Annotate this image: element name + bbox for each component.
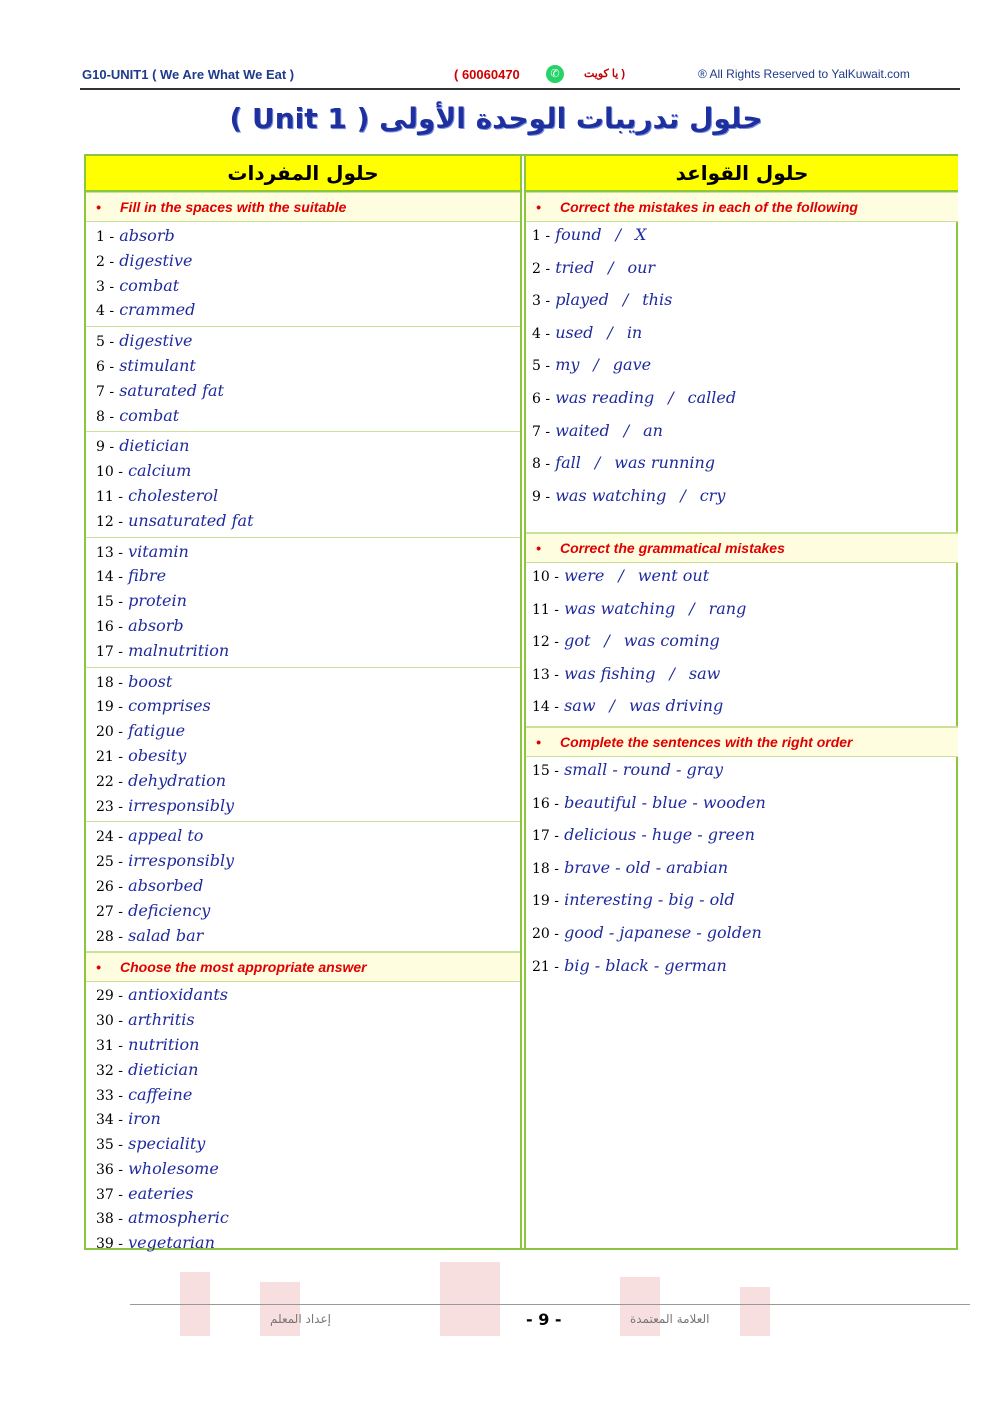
vocabulary-heading: حلول المفردات xyxy=(86,156,520,192)
answer-text: iron xyxy=(128,1109,161,1129)
answer-item xyxy=(86,224,520,249)
item-number: 22 - xyxy=(96,773,123,790)
answer-text: interesting - big - old xyxy=(564,890,735,910)
answer-text: tried xyxy=(555,257,595,277)
item-number: 21 - xyxy=(532,958,559,975)
item-number: 29 - xyxy=(96,988,123,1005)
answer-item xyxy=(86,614,520,639)
header-phone: ( 60060470 xyxy=(454,67,520,82)
answer-item xyxy=(86,849,520,874)
item-number: 33 - xyxy=(96,1087,123,1104)
item-number: 32 - xyxy=(96,1062,123,1079)
item-number: 28 - xyxy=(96,928,123,945)
item-number: 11 - xyxy=(532,601,559,618)
bullet-icon: • xyxy=(536,734,541,750)
answer-item: 7 - waited / an xyxy=(532,420,663,440)
answer-text: absorb xyxy=(128,615,184,635)
header-brand: يا كويت ) xyxy=(584,68,625,80)
item-number: 15 - xyxy=(532,763,559,779)
item-number: 31 - xyxy=(96,1037,123,1054)
item-number: 34 - xyxy=(96,1112,123,1129)
vocabulary-groups xyxy=(86,222,520,952)
answer-item xyxy=(526,822,958,855)
item-number: 15 - xyxy=(96,594,123,611)
answer-text: got xyxy=(564,631,591,651)
answer-item: 9 - was watching / cry xyxy=(532,485,726,505)
answer-text: appeal to xyxy=(128,826,204,846)
answer-text: big - black - german xyxy=(564,955,727,975)
item-number: 12 - xyxy=(532,634,559,651)
answer-item xyxy=(86,354,520,379)
item-number: 8 - xyxy=(532,456,551,473)
answer-text: caffeine xyxy=(128,1084,193,1104)
answer-text: digestive xyxy=(119,250,193,270)
answer-item xyxy=(526,790,958,823)
answer-item xyxy=(86,298,520,323)
section-heading-text: Complete the sentences with the right order xyxy=(560,734,853,750)
item-number: 2 - xyxy=(532,260,551,277)
item-number: 14 - xyxy=(96,569,123,586)
item-number: 7 - xyxy=(532,423,551,440)
item-number: 4 - xyxy=(532,325,551,342)
grammatical-mistakes-list xyxy=(526,563,958,727)
item-number: 6 - xyxy=(532,390,551,407)
answer-item xyxy=(86,379,520,404)
answer-item: 1 - found / X xyxy=(532,225,647,244)
answer-text: vegetarian xyxy=(128,1233,215,1253)
answer-item xyxy=(86,434,520,459)
section-heading xyxy=(526,192,958,222)
item-number: 20 - xyxy=(96,724,123,741)
answer-text: dietician xyxy=(128,1059,199,1079)
answer-text: cry xyxy=(699,485,726,505)
answer-text: used xyxy=(555,322,594,342)
answer-item xyxy=(86,249,520,274)
answer-item xyxy=(86,509,520,534)
answer-item xyxy=(86,564,520,589)
answer-text: eateries xyxy=(128,1183,194,1203)
choose-answers-list xyxy=(86,982,520,1256)
answer-text: played xyxy=(555,290,609,310)
answer-item xyxy=(86,769,520,794)
correct-mistakes-list xyxy=(526,222,958,533)
answer-text: salad bar xyxy=(128,925,204,945)
answers-table xyxy=(84,154,958,1253)
answer-item xyxy=(86,1107,520,1132)
answer-text: saw xyxy=(688,663,721,683)
item-number: 10 - xyxy=(532,569,559,585)
answer-text: combat xyxy=(119,405,180,425)
item-number: 11 - xyxy=(96,488,123,505)
answer-item xyxy=(526,887,958,920)
answer-item xyxy=(86,694,520,719)
answer-item xyxy=(86,1132,520,1157)
answer-item: 3 - played / this xyxy=(532,290,673,310)
section-heading xyxy=(526,533,958,563)
item-number: 16 - xyxy=(96,618,123,635)
answer-group xyxy=(86,668,520,823)
answer-text: delicious - huge - green xyxy=(564,825,755,845)
answer-item xyxy=(86,1083,520,1108)
section-heading-text: Fill in the spaces with the suitable xyxy=(120,199,347,215)
answer-text: nutrition xyxy=(128,1034,200,1054)
whatsapp-icon: ✆ xyxy=(546,65,564,83)
item-number: 10 - xyxy=(96,464,123,481)
answer-item xyxy=(86,1058,520,1083)
answer-text: atmospheric xyxy=(128,1208,229,1228)
page-title: حلول تدريبات الوحدة الأولى ( Unit 1 ) xyxy=(229,102,763,135)
answer-text: boost xyxy=(128,671,173,691)
answer-text: was driving xyxy=(628,696,724,716)
answer-text: small - round - gray xyxy=(564,760,724,779)
item-number: 17 - xyxy=(532,828,559,845)
item-number: 19 - xyxy=(532,893,559,910)
bullet-icon: • xyxy=(536,540,541,556)
answer-text: was reading xyxy=(555,387,655,407)
item-number: 12 - xyxy=(96,513,123,530)
answer-item: 14 - saw / was driving xyxy=(532,696,724,716)
answer-text: deficiency xyxy=(128,900,211,920)
item-number: 38 - xyxy=(96,1211,123,1228)
answer-text: crammed xyxy=(119,300,196,320)
item-number: 20 - xyxy=(532,925,559,942)
item-number: 5 - xyxy=(532,358,551,375)
answer-item xyxy=(86,924,520,949)
answer-group xyxy=(86,822,520,952)
answer-item xyxy=(86,1033,520,1058)
answer-text: arthritis xyxy=(128,1010,195,1030)
item-number: 17 - xyxy=(96,643,123,660)
answer-text: irresponsibly xyxy=(128,795,235,815)
item-number: 6 - xyxy=(96,358,115,375)
right-order-list xyxy=(526,757,958,985)
answer-item: 13 - was fishing / saw xyxy=(532,663,721,683)
answer-text: calcium xyxy=(128,461,192,481)
item-number: 19 - xyxy=(96,699,123,716)
answer-item: 5 - my / gave xyxy=(532,355,652,375)
answer-item xyxy=(526,855,958,888)
header-unit-title: G10-UNIT1 ( We Are What We Eat ) xyxy=(82,67,295,82)
answer-item xyxy=(86,824,520,849)
answer-text: vitamin xyxy=(128,541,189,561)
item-number: 16 - xyxy=(532,795,559,812)
answer-text: was fishing xyxy=(564,663,656,683)
item-number: 18 - xyxy=(532,860,559,877)
bullet-icon: • xyxy=(96,959,101,976)
answer-text: stimulant xyxy=(119,355,196,375)
answer-text: an xyxy=(643,420,663,440)
item-number: 36 - xyxy=(96,1161,123,1178)
footer-left-text: إعداد المعلم xyxy=(270,1312,331,1326)
answer-text: X xyxy=(634,225,647,244)
answer-item xyxy=(86,983,520,1008)
answer-item xyxy=(86,589,520,614)
answer-text: saw xyxy=(564,696,596,716)
answer-text: absorbed xyxy=(128,875,204,895)
item-number: 13 - xyxy=(532,666,559,683)
answer-item: 6 - was reading / called xyxy=(532,387,737,407)
answer-text: dehydration xyxy=(128,770,227,790)
answer-group xyxy=(86,432,520,537)
section-heading-text: Correct the grammatical mistakes xyxy=(560,540,785,556)
item-number: 23 - xyxy=(96,798,123,815)
answer-item: 12 - got / was coming xyxy=(532,631,720,651)
answer-text: speciality xyxy=(128,1134,206,1154)
answer-text: my xyxy=(555,355,580,375)
answer-text: antioxidants xyxy=(128,985,228,1005)
section-heading-text: Choose the most appropriate answer xyxy=(120,959,367,976)
answer-text: beautiful - blue - wooden xyxy=(564,792,766,812)
answer-item: 2 - tried / our xyxy=(532,257,656,277)
grammar-heading: حلول القواعد xyxy=(526,156,958,192)
item-number: 21 - xyxy=(96,748,123,765)
answer-item xyxy=(86,404,520,429)
answer-text: found xyxy=(555,225,602,244)
answer-text: good - japanese - golden xyxy=(564,922,762,942)
answer-item xyxy=(86,274,520,299)
answer-item xyxy=(526,757,958,790)
item-number: 26 - xyxy=(96,878,123,895)
section-heading xyxy=(86,952,520,982)
bullet-icon: • xyxy=(536,199,541,215)
answer-text: dietician xyxy=(119,436,190,456)
answer-text: gave xyxy=(612,355,652,375)
answer-item xyxy=(86,1182,520,1207)
answer-item xyxy=(86,329,520,354)
item-number: 2 - xyxy=(96,253,115,270)
item-number: 7 - xyxy=(96,383,115,400)
answer-item xyxy=(86,639,520,664)
answer-group xyxy=(86,538,520,668)
answer-item xyxy=(86,794,520,819)
item-number: 8 - xyxy=(96,408,115,425)
answer-text: in xyxy=(626,322,643,342)
item-number: 39 - xyxy=(96,1236,123,1253)
item-number: 9 - xyxy=(96,439,115,456)
answer-item: 8 - fall / was running xyxy=(532,453,716,473)
answer-group xyxy=(86,327,520,432)
item-number: 18 - xyxy=(96,674,123,691)
section-heading-text: Correct the mistakes in each of the following xyxy=(560,199,858,215)
section-heading xyxy=(526,727,958,757)
answer-item xyxy=(86,540,520,565)
grammar-column xyxy=(524,156,958,1248)
answer-text: brave - old - arabian xyxy=(564,857,729,877)
answer-text: wholesome xyxy=(128,1158,219,1178)
answer-text: fatigue xyxy=(128,721,186,741)
answer-item xyxy=(86,719,520,744)
item-number: 30 - xyxy=(96,1013,123,1030)
answer-text: malnutrition xyxy=(128,640,230,660)
answer-text: saturated fat xyxy=(119,380,224,400)
footer-right-text: العلامة المعتمدة xyxy=(630,1312,710,1326)
item-number: 1 - xyxy=(96,229,115,245)
answer-text: absorb xyxy=(119,226,175,245)
item-number: 9 - xyxy=(532,488,551,505)
answer-item xyxy=(526,920,958,953)
answer-text: our xyxy=(627,257,656,277)
answer-text: protein xyxy=(128,591,187,611)
answer-item xyxy=(86,484,520,509)
header-rights: ® All Rights Reserved to YalKuwait.com xyxy=(698,67,910,81)
header-divider xyxy=(80,88,960,90)
answer-text: unsaturated fat xyxy=(128,510,254,530)
answer-text: was running xyxy=(614,453,716,473)
item-number: 35 - xyxy=(96,1137,123,1154)
item-number: 13 - xyxy=(96,544,123,561)
answer-text: fibre xyxy=(128,566,167,586)
answer-text: fall xyxy=(555,453,581,473)
item-number: 27 - xyxy=(96,903,123,920)
item-number: 5 - xyxy=(96,334,115,351)
page-number: - 9 - xyxy=(526,1310,562,1329)
item-number: 4 - xyxy=(96,303,115,320)
answer-text: irresponsibly xyxy=(128,851,235,871)
answer-text: waited xyxy=(555,420,610,440)
page-footer xyxy=(130,1302,970,1342)
answer-item xyxy=(86,1008,520,1033)
answer-text: cholesterol xyxy=(128,485,219,505)
item-number: 37 - xyxy=(96,1186,123,1203)
answer-text: was watching xyxy=(555,485,667,505)
section-heading xyxy=(86,192,520,222)
item-number: 3 - xyxy=(532,293,551,310)
answer-text: this xyxy=(642,290,673,310)
footer-divider xyxy=(130,1304,970,1305)
answer-item xyxy=(86,459,520,484)
answer-text: comprises xyxy=(128,696,211,716)
bullet-icon: • xyxy=(96,199,101,215)
item-number: 1 - xyxy=(532,228,551,244)
answer-group xyxy=(86,222,520,327)
vocabulary-column xyxy=(86,156,522,1253)
answer-item: 10 - were / went out xyxy=(532,566,710,585)
item-number: 24 - xyxy=(96,829,123,846)
answer-item: 4 - used / in xyxy=(532,322,643,342)
item-number: 3 - xyxy=(96,278,115,295)
answer-text: digestive xyxy=(119,331,193,351)
answer-text: obesity xyxy=(128,745,187,765)
item-number: 14 - xyxy=(532,699,559,716)
answer-item xyxy=(86,1157,520,1182)
answer-item xyxy=(86,670,520,695)
page-header xyxy=(82,62,958,88)
answer-item xyxy=(86,744,520,769)
answer-item xyxy=(86,1206,520,1231)
answer-item xyxy=(86,899,520,924)
answer-text: rang xyxy=(708,598,747,618)
answer-item: 11 - was watching / rang xyxy=(532,598,747,618)
answer-text: were xyxy=(564,566,605,585)
answer-item xyxy=(526,953,958,986)
answer-item xyxy=(86,874,520,899)
answer-text: called xyxy=(687,387,737,407)
answer-text: was coming xyxy=(623,631,720,651)
answer-text: went out xyxy=(637,566,710,585)
answer-text: combat xyxy=(119,275,180,295)
answer-text: was watching xyxy=(564,598,676,618)
item-number: 25 - xyxy=(96,854,123,871)
